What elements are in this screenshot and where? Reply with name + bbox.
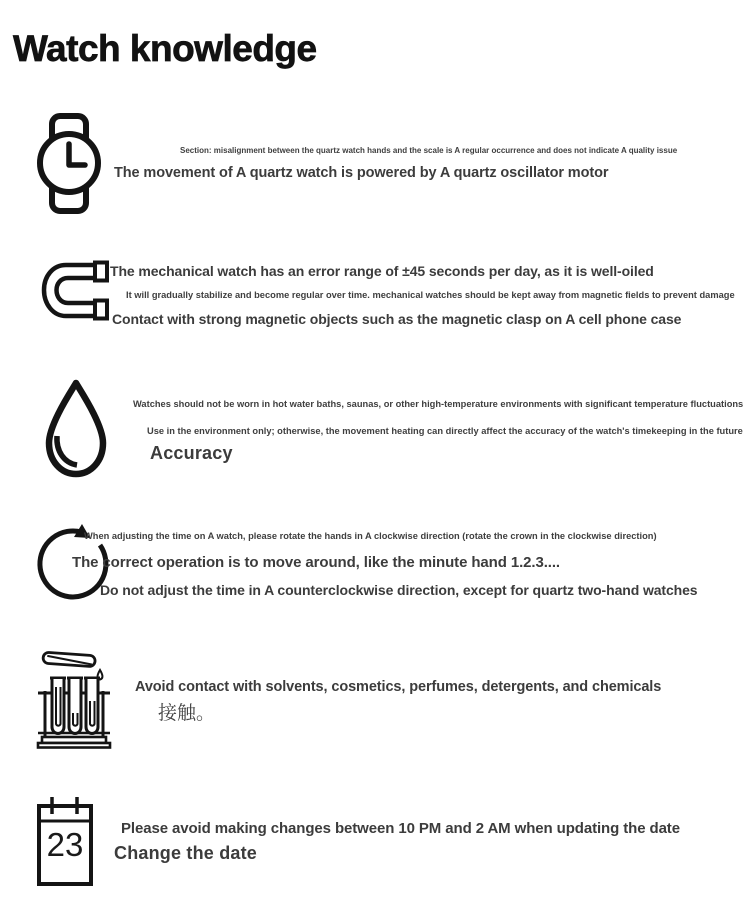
clockwise-note: When adjusting the time on A watch, please rotate the hands in A clockwise direction (rotate the crown in the clockwise direction) bbox=[84, 531, 657, 541]
temperature-headline: Accuracy bbox=[150, 443, 233, 463]
chemicals-subtext: 接触。 bbox=[158, 703, 216, 724]
clockwise-headline-top: The correct operation is to move around, like the minute hand 1.2.3.... bbox=[72, 554, 561, 571]
quartz-headline: The movement of A quartz watch is powered by A quartz oscillator motor bbox=[114, 165, 609, 181]
water-drop-icon bbox=[40, 377, 112, 481]
calendar-day-number: 23 bbox=[46, 826, 84, 863]
date-note: Please avoid making changes between 10 PM and 2 AM when updating the date bbox=[121, 820, 680, 837]
temperature-note-top: Watches should not be worn in hot water baths, saunas, or other high-temperature environments with significant temperature fluctuations bbox=[133, 399, 744, 409]
date-headline: Change the date bbox=[114, 843, 258, 863]
magnet-note: It will gradually stabilize and become regular over time. mechanical watches should be kept away from magnetic fields to prevent damage bbox=[126, 290, 735, 300]
magnet-headline-bottom: Contact with strong magnetic objects such as the magnetic clasp on A cell phone case bbox=[112, 311, 682, 327]
clockwise-headline-bottom: Do not adjust the time in A counterclockwise direction, except for quartz two-hand watches bbox=[100, 582, 698, 598]
wristwatch-icon bbox=[36, 112, 102, 215]
temperature-note-bottom: Use in the environment only; otherwise, the movement heating can directly affect the accuracy of the watch's timekeeping in the future bbox=[147, 426, 743, 436]
magnet-icon bbox=[40, 260, 110, 321]
quartz-note: Section: misalignment between the quartz watch hands and the scale is A regular occurrence and does not indicate A quality issue bbox=[180, 146, 678, 155]
chemicals-headline: Avoid contact with solvents, cosmetics, perfumes, detergents, and chemicals bbox=[135, 679, 662, 695]
page-title: Watch knowledge bbox=[13, 28, 317, 69]
test-tubes-icon bbox=[36, 645, 112, 749]
magnet-headline-top: The mechanical watch has an error range of ±45 seconds per day, as it is well-oiled bbox=[110, 263, 654, 279]
